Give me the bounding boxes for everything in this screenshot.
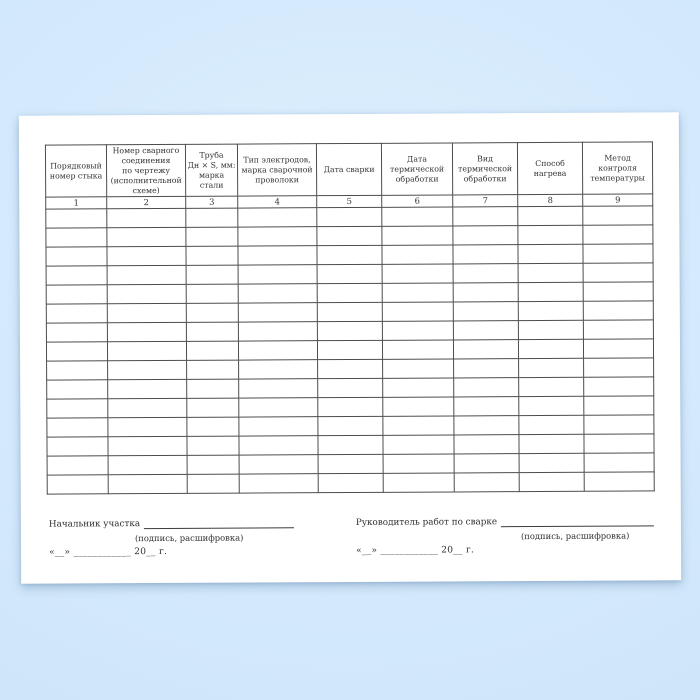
table-cell-empty xyxy=(453,207,518,226)
table-cell-empty xyxy=(47,475,108,494)
table-cell-empty xyxy=(238,227,317,246)
table-cell-empty xyxy=(453,321,518,340)
table-cell-empty xyxy=(317,245,382,264)
table-cell-empty xyxy=(518,263,583,282)
table-cell-empty xyxy=(584,377,654,396)
table-cell-empty xyxy=(518,282,583,301)
table-cell-empty xyxy=(238,208,317,227)
table-cell-empty xyxy=(519,415,584,434)
table-cell-empty xyxy=(47,361,108,380)
table-cell-empty xyxy=(107,246,186,265)
table-cell-empty xyxy=(518,320,583,339)
column-number: 5 xyxy=(317,195,382,207)
table-cell-empty xyxy=(383,416,454,435)
signature-role-label: Руководитель работ по сварке xyxy=(355,517,498,528)
table-cell-empty xyxy=(383,454,454,473)
table-cell-empty xyxy=(108,398,187,417)
table-cell-empty xyxy=(518,225,583,244)
table-cell-empty xyxy=(519,358,584,377)
welding-log-table xyxy=(45,141,655,494)
table-cell-empty xyxy=(583,282,653,301)
table-cell-empty xyxy=(186,341,238,360)
table-cell-empty xyxy=(584,453,654,472)
table-cell-empty xyxy=(47,399,108,418)
table-cell-empty xyxy=(187,398,239,417)
table-cell-empty xyxy=(318,435,383,454)
table-cell-empty xyxy=(46,247,107,266)
table-cell-empty xyxy=(46,228,107,247)
table-cell-empty xyxy=(382,226,453,245)
table-cell-empty xyxy=(453,340,518,359)
table-cell-empty xyxy=(107,303,186,322)
table-cell-empty xyxy=(239,417,318,436)
table-cell-empty xyxy=(108,455,187,474)
signature-block-section-chief xyxy=(49,517,294,558)
table-cell-empty xyxy=(239,360,318,379)
table-cell-empty xyxy=(453,302,518,321)
table-cell-empty xyxy=(454,397,519,416)
table-cell-empty xyxy=(186,227,238,246)
table-cell-empty xyxy=(454,435,519,454)
table-cell-empty xyxy=(382,207,453,226)
signature-date-blank: «__» ____________ 20__ г. xyxy=(356,545,475,556)
table-cell-empty xyxy=(239,455,318,474)
table-cell-empty xyxy=(453,226,518,245)
table-body xyxy=(46,206,654,494)
table-cell-empty xyxy=(454,473,519,492)
table-cell-empty xyxy=(186,265,238,284)
column-number: 1 xyxy=(46,197,107,209)
table-cell-empty xyxy=(46,266,107,285)
table-cell-empty xyxy=(317,302,382,321)
table-cell-empty xyxy=(46,285,107,304)
table-cell-empty xyxy=(238,341,317,360)
column-header-heat-treatment-date: Дата термической обработки xyxy=(381,143,452,195)
table-cell-empty xyxy=(583,225,653,244)
table-cell-empty xyxy=(239,379,318,398)
table-cell-empty xyxy=(187,455,239,474)
signature-row xyxy=(49,517,294,530)
table-cell-empty xyxy=(108,474,187,493)
table-cell-empty xyxy=(583,301,653,320)
column-number: 7 xyxy=(453,195,518,207)
signature-hint: (подпись, расшифровка) xyxy=(134,532,244,544)
table-cell-empty xyxy=(187,436,239,455)
table-cell-empty xyxy=(453,245,518,264)
table-cell-empty xyxy=(239,474,318,493)
table-cell-empty xyxy=(383,378,454,397)
column-header-electrode-type: Тип электродов, марка сварочной проволоки xyxy=(237,144,316,196)
table-cell-empty xyxy=(107,227,186,246)
table-cell-empty xyxy=(108,436,187,455)
column-number: 4 xyxy=(238,196,317,208)
table-container xyxy=(45,141,654,494)
table-cell-empty xyxy=(583,263,653,282)
table-cell-empty xyxy=(382,264,453,283)
signature-underline xyxy=(501,516,654,527)
column-header-temperature-control-method: Метод контроля температуры xyxy=(582,142,652,194)
table-cell-empty xyxy=(382,283,453,302)
table-cell-empty xyxy=(108,379,187,398)
table-cell-empty xyxy=(238,284,317,303)
table-cell-empty xyxy=(108,417,187,436)
table-cell-empty xyxy=(518,206,583,225)
table-cell-empty xyxy=(317,321,382,340)
table-cell-empty xyxy=(239,398,318,417)
table-cell-empty xyxy=(187,360,239,379)
table-cell-empty xyxy=(317,283,382,302)
table-cell-empty xyxy=(382,321,453,340)
column-header-heating-method: Способ нагрева xyxy=(517,142,582,194)
table-cell-empty xyxy=(186,246,238,265)
signature-block-welding-supervisor xyxy=(356,515,654,557)
signature-row xyxy=(356,515,654,529)
table-cell-empty xyxy=(454,359,519,378)
column-header-joint-number: Порядковый номер стыка xyxy=(45,145,106,197)
table-cell-empty xyxy=(47,437,108,456)
table-cell-empty xyxy=(47,418,108,437)
table-cell-empty xyxy=(107,284,186,303)
table-cell-empty xyxy=(318,378,383,397)
table-cell-empty xyxy=(518,301,583,320)
table-cell-empty xyxy=(584,415,654,434)
table-cell-empty xyxy=(453,283,518,302)
column-number: 3 xyxy=(186,196,238,208)
table-cell-empty xyxy=(519,472,584,491)
table-cell-empty xyxy=(383,359,454,378)
table-cell-empty xyxy=(318,454,383,473)
table-cell-empty xyxy=(46,323,107,342)
column-number: 2 xyxy=(107,196,186,208)
table-cell-empty xyxy=(584,434,654,453)
table-cell-empty xyxy=(583,206,653,225)
column-header-weld-joint-drawing-number: Номер сварного соединения по чертежу (исполнительной схеме) xyxy=(106,144,185,196)
table-cell-empty xyxy=(107,341,186,360)
table-cell-empty xyxy=(186,303,238,322)
column-number: 9 xyxy=(583,194,653,206)
table-cell-empty xyxy=(186,284,238,303)
table-cell-empty xyxy=(187,379,239,398)
table-cell-empty xyxy=(317,340,382,359)
table-cell-empty xyxy=(584,472,654,491)
column-number: 8 xyxy=(518,194,583,206)
table-cell-empty xyxy=(583,320,653,339)
table-cell-empty xyxy=(454,454,519,473)
table-cell-empty xyxy=(382,340,453,359)
table-cell-empty xyxy=(382,302,453,321)
table-cell-empty xyxy=(584,396,654,415)
table-cell-empty xyxy=(238,303,317,322)
table-cell-empty xyxy=(518,244,583,263)
table-cell-empty xyxy=(519,453,584,472)
table-cell-empty xyxy=(518,339,583,358)
signature-role-label: Начальник участка xyxy=(48,519,141,530)
table-row xyxy=(47,472,654,494)
table-cell-empty xyxy=(454,416,519,435)
table-cell-empty xyxy=(318,473,383,492)
table-cell-empty xyxy=(108,360,187,379)
table-cell-empty xyxy=(318,416,383,435)
table-cell-empty xyxy=(47,456,108,475)
column-header-welding-date: Дата сварки xyxy=(316,143,381,195)
table-cell-empty xyxy=(107,208,186,227)
table-cell-empty xyxy=(186,208,238,227)
table-cell-empty xyxy=(46,304,107,323)
table-cell-empty xyxy=(46,342,107,361)
signature-hint: (подпись, расшифровка) xyxy=(520,530,630,542)
table-cell-empty xyxy=(239,436,318,455)
table-cell-empty xyxy=(47,380,108,399)
table-cell-empty xyxy=(238,246,317,265)
table-cell-empty xyxy=(382,245,453,264)
table-cell-empty xyxy=(318,359,383,378)
table-cell-empty xyxy=(383,473,454,492)
table-cell-empty xyxy=(383,397,454,416)
signature-date-blank: «__» ____________ 20__ г. xyxy=(49,546,168,558)
table-cell-empty xyxy=(318,397,383,416)
table-cell-empty xyxy=(454,378,519,397)
table-cell-empty xyxy=(519,396,584,415)
table-cell-empty xyxy=(519,377,584,396)
table-cell-empty xyxy=(383,435,454,454)
table-cell-empty xyxy=(238,265,317,284)
document-page xyxy=(19,112,681,583)
table-cell-empty xyxy=(584,358,654,377)
table-cell-empty xyxy=(453,264,518,283)
table-cell-empty xyxy=(519,434,584,453)
table-cell-empty xyxy=(107,322,186,341)
column-number: 6 xyxy=(382,195,453,207)
table-cell-empty xyxy=(46,209,107,228)
signature-underline xyxy=(144,518,294,529)
column-header-pipe: Труба Дн × S, мм: марка стали xyxy=(185,144,237,196)
table-cell-empty xyxy=(187,417,239,436)
table-cell-empty xyxy=(317,264,382,283)
table-cell-empty xyxy=(187,474,239,493)
table-cell-empty xyxy=(583,244,653,263)
table-cell-empty xyxy=(317,226,382,245)
table-cell-empty xyxy=(583,339,653,358)
table-header-row xyxy=(45,142,652,197)
column-header-heat-treatment-kind: Вид термической обработки xyxy=(452,143,517,195)
table-cell-empty xyxy=(186,322,238,341)
table-cell-empty xyxy=(317,207,382,226)
table-cell-empty xyxy=(238,322,317,341)
table-cell-empty xyxy=(107,265,186,284)
